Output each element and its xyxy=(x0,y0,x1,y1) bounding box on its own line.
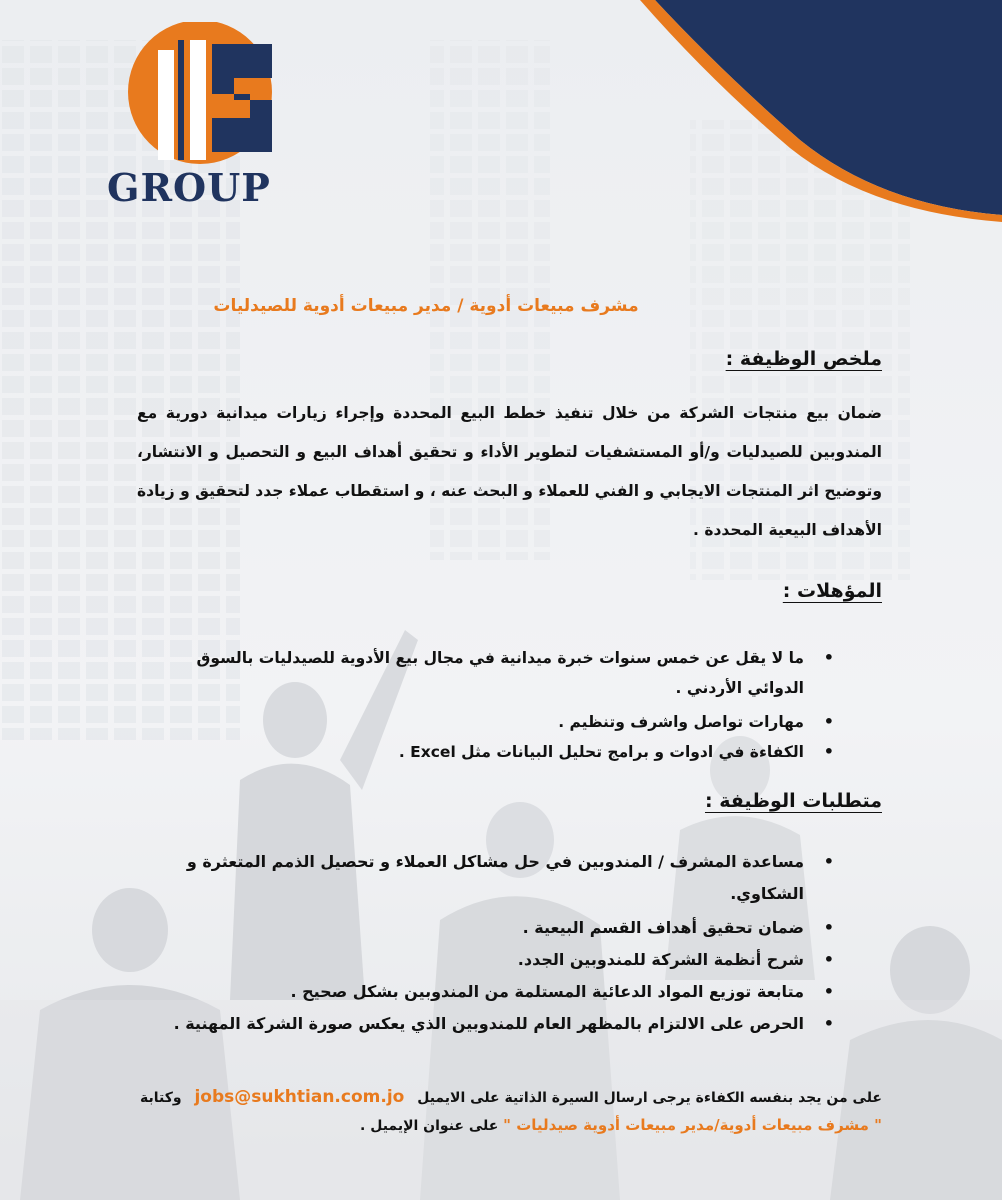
list-item: • مساعدة المشرف / المندوبين في حل مشاكل العملاء و تحصيل الذمم المتعثرة و الشكاوي. xyxy=(132,846,822,910)
list-item: • مهارات تواصل واشرف وتنظيم . xyxy=(162,707,822,737)
list-item: • الحرص على الالتزام بالمظهر العام للمندوبين الذي يعكس صورة الشركة المهنية . xyxy=(132,1008,822,1040)
application-instructions xyxy=(122,1084,882,1140)
summary-heading: ملخص الوظيفة : xyxy=(725,348,882,370)
qualifications-heading: المؤهلات : xyxy=(782,580,882,602)
list-item: • متابعة توزيع المواد الدعائية المستلمة من المندوبين بشكل صحيح . xyxy=(132,976,822,1008)
requirements-heading: متطلبات الوظيفة : xyxy=(704,790,882,812)
list-item: • شرح أنظمة الشركة للمندوبين الجدد. xyxy=(132,944,822,976)
instructions-text-continued: وكتابة xyxy=(140,1090,182,1106)
instructions-text: على من يجد بنفسه الكفاءة يرجى ارسال السيرة الذاتية على الايميل xyxy=(417,1090,882,1106)
email-link[interactable]: jobs@sukhtian.com.jo xyxy=(194,1087,405,1107)
email-subject: " مشرف مبيعات أدوية/مدير مبيعات أدوية صيدليات " xyxy=(503,1116,882,1134)
requirements-list xyxy=(132,846,822,1040)
list-item: • ما لا يقل عن خمس سنوات خبرة ميدانية في مجال بيع الأدوية للصيدليات بالسوق الدوائي الأردني . xyxy=(162,643,822,703)
logo-wordmark: GROUP xyxy=(107,165,271,210)
instructions-line-1 xyxy=(122,1084,882,1112)
list-item: • الكفاءة في ادوات و برامج تحليل البيانات مثل Excel . xyxy=(162,737,822,767)
list-item: • ضمان تحقيق أهداف القسم البيعية . xyxy=(132,912,822,944)
instructions-text-end: على عنوان الإيميل . xyxy=(360,1118,499,1134)
instructions-line-2 xyxy=(122,1112,882,1140)
job-title: مشرف مبيعات أدوية / مدير مبيعات أدوية للصيدليات xyxy=(213,296,639,316)
qualifications-list xyxy=(162,643,822,767)
summary-text: ضمان بيع منتجات الشركة من خلال تنفيذ خطط البيع المحددة وإجراء زيارات ميدانية دورية مع المندوبين للصيدليات و/أو المستشفيات لتطوير الأداء و تحقيق أهداف البيع و التحصيل و الانتشار، وتوضيح اثر المنتجات الايجابي و الفني للعملاء و البحث عنه ، و استقطاب عملاء جدد لتحقيق و زيادة الأهداف البيعية المحددة . xyxy=(137,404,882,539)
